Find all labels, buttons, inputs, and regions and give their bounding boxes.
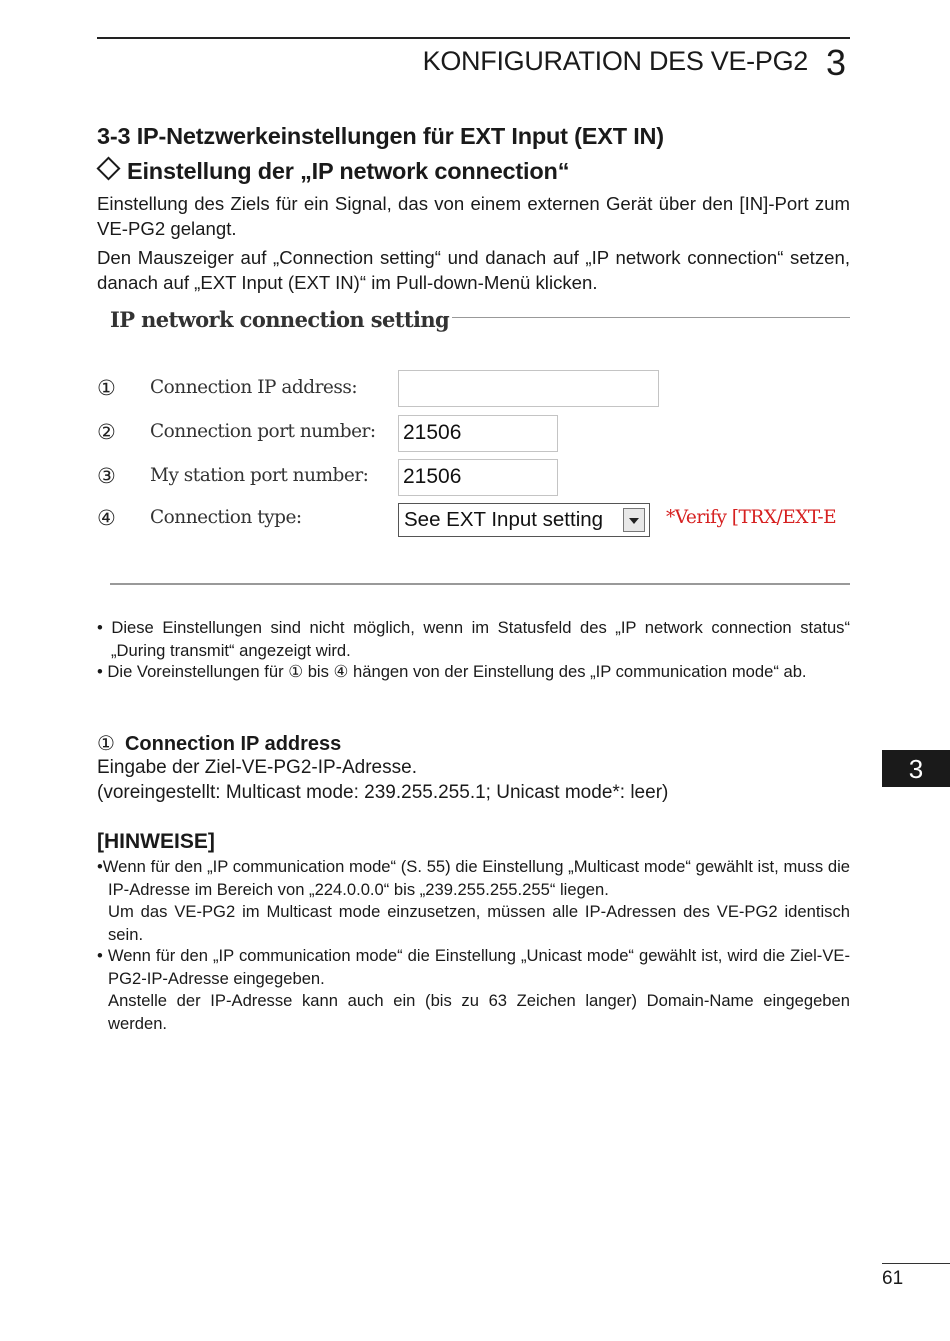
row-marker-4: ④ [97, 507, 116, 530]
my-station-port-number-label: My station port number: [150, 465, 369, 486]
item-marker: ① [97, 733, 115, 755]
sub-heading [97, 158, 569, 185]
item-heading-text: Connection IP address [124, 733, 342, 755]
row-marker-1: ① [97, 377, 116, 400]
diamond-outline-icon [96, 156, 120, 180]
item-default: (voreingestellt: Multicast mode: 239.255.255.1; Unicast mode*: leer) [97, 782, 669, 803]
panel-title-rule [452, 317, 850, 318]
verify-note: *Verify [TRX/EXT-E [666, 507, 837, 528]
bullet-note-2: • Die Voreinstellungen für ① bis ④ hängen von der Einstellung des „IP communication mode“ ab. [97, 662, 807, 681]
my-station-port-number-input[interactable]: 21506 [398, 459, 558, 496]
page-number: 61 [882, 1268, 904, 1289]
note-2: • Wenn für den „IP communication mode“ die Einstellung „Unicast mode“ gewählt ist, wird die Ziel-VE-PG2-IP-Adresse eingegeben. Anstelle der IP-Adresse kann auch ein (bis zu 63 Zeichen langer) Domain-Name eingegeben werden. [97, 946, 850, 1033]
connection-ip-address-label: Connection IP address: [150, 377, 358, 398]
sub-heading-text: Einstellung der „IP network connection“ [127, 158, 570, 184]
panel-title: IP network connection setting [110, 307, 450, 332]
footer-rule [882, 1263, 950, 1264]
note-1: •Wenn für den „IP communication mode“ (S. 55) die Einstellung „Multicast mode“ gewählt ist, muss die IP-Adresse im Bereich von „224.0.0.0“ bis „239.255.255.255“ liegen. Um das VE-PG2 im Multicast mode einzusetzen, müssen alle IP-Adressen des VE-PG2 identisch sein. [97, 857, 850, 944]
item-description: Eingabe der Ziel-VE-PG2-IP-Adresse. [97, 757, 417, 778]
section-heading: 3-3 IP-Netzwerkeinstellungen für EXT Input (EXT IN) [97, 123, 664, 149]
bullet-note-1: • Diese Einstellungen sind nicht möglich, wenn im Statusfeld des „IP network connection status“ „During transmit“ angezeigt wird. [97, 618, 850, 660]
dropdown-arrow-icon[interactable] [623, 508, 645, 532]
connection-type-select[interactable] [398, 503, 650, 537]
notes-heading: [HINWEISE] [97, 830, 215, 853]
intro-paragraph: Einstellung des Ziels für ein Signal, das von einem externen Gerät über den [IN]-Port zum VE-PG2 gelangt. [97, 193, 850, 239]
instruction-paragraph: Den Mauszeiger auf „Connection setting“ und danach auf „IP network connection“ setzen, danach auf „EXT Input (EXT IN)“ im Pull-down-Menü klicken. [97, 247, 850, 293]
chapter-title: KONFIGURATION DES VE-PG2 [422, 46, 808, 76]
item-heading [97, 731, 341, 756]
chapter-number: 3 [826, 42, 847, 83]
connection-type-value: See EXT Input setting [404, 508, 604, 531]
chapter-side-tab: 3 [882, 750, 950, 787]
row-marker-2: ② [97, 421, 116, 444]
panel-bottom-rule [110, 583, 850, 585]
connection-type-label: Connection type: [150, 507, 302, 528]
row-marker-3: ③ [97, 465, 116, 488]
connection-port-number-input[interactable]: 21506 [398, 415, 558, 452]
connection-ip-address-input[interactable] [398, 370, 659, 407]
connection-port-number-label: Connection port number: [150, 421, 376, 442]
top-rule [97, 37, 850, 39]
